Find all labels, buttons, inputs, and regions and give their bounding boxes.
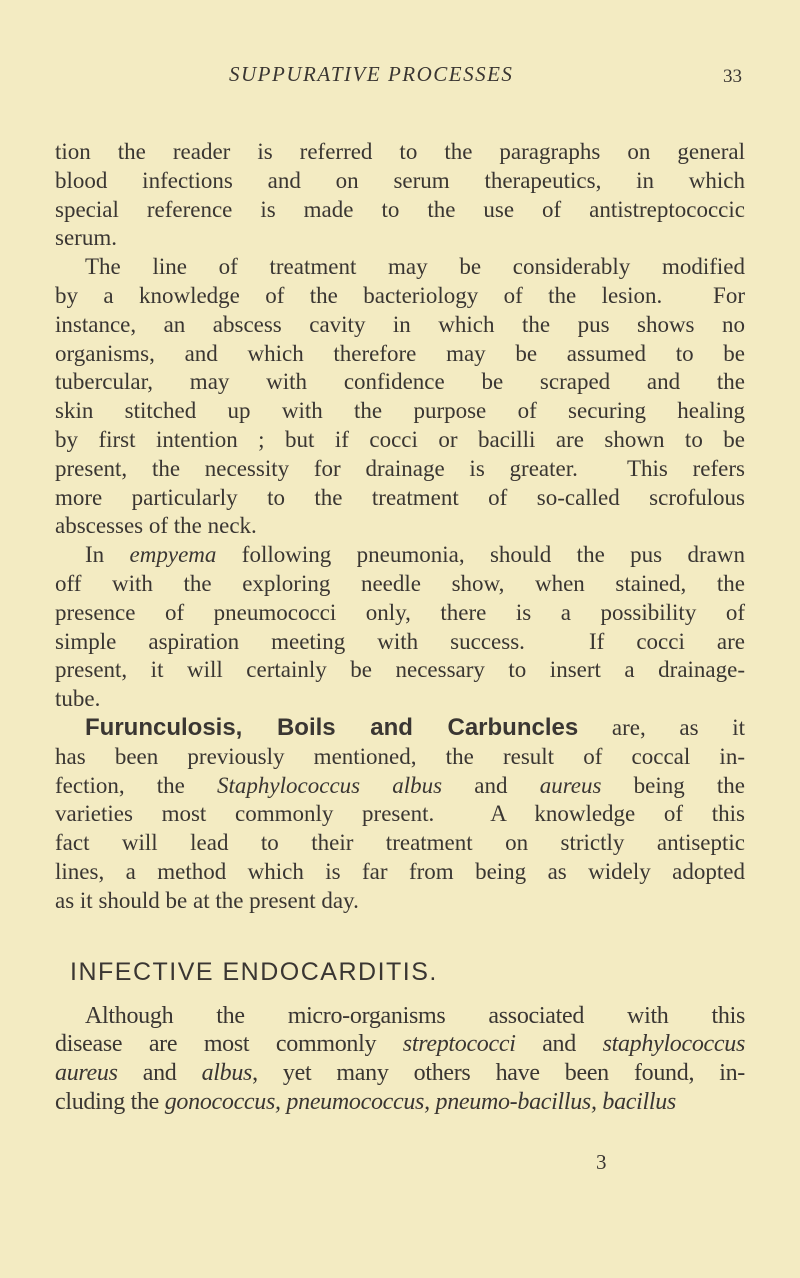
paragraph xyxy=(55,541,745,714)
text-run: varieties most commonly present. A knowledge of this xyxy=(55,801,745,827)
text-run: blood infections and on serum therapeutics, in which xyxy=(55,167,745,193)
text-run: tubercular, may with confidence be scraped and the xyxy=(55,369,745,395)
text-line xyxy=(55,253,745,282)
text-run: special reference is made to the use of antistreptococcic xyxy=(55,196,745,222)
italic-term: staphylococcus xyxy=(602,1031,746,1058)
text-line xyxy=(55,1088,745,1117)
final-paragraph xyxy=(55,1002,745,1117)
text-run: abscesses of the neck. xyxy=(55,513,257,539)
text-line xyxy=(55,599,745,628)
text-line xyxy=(55,368,745,397)
paragraph xyxy=(55,714,745,916)
text-run: and xyxy=(442,772,540,798)
paragraph xyxy=(55,1002,745,1117)
italic-term: empyema xyxy=(129,542,217,568)
text-line xyxy=(55,628,745,657)
text-line xyxy=(55,138,745,167)
italic-term: gonococcus, pneumococcus, pneumo-bacillus, bacillus xyxy=(164,1088,676,1115)
text-run: off with the exploring needle show, when stained, the xyxy=(55,570,745,596)
page-number: 33 xyxy=(723,66,742,87)
text-run: and xyxy=(117,1060,202,1087)
text-line xyxy=(55,224,745,253)
text-line xyxy=(55,167,745,196)
text-run: tion the reader is referred to the paragraphs on general xyxy=(55,139,745,164)
text-run: lines, a method which is far from being as widely adopted xyxy=(55,858,745,884)
text-line xyxy=(55,1030,745,1059)
text-line xyxy=(55,311,745,340)
text-run: , yet many others have been found, in- xyxy=(252,1060,745,1087)
page-body xyxy=(55,138,745,1117)
text-run: by first intention ; but if cocci or bacilli are shown to be xyxy=(55,426,745,452)
text-line xyxy=(55,829,745,858)
paragraphs xyxy=(55,138,745,916)
text-line xyxy=(55,685,745,714)
text-line xyxy=(55,1059,745,1088)
italic-term: aureus xyxy=(539,772,602,798)
text-line xyxy=(55,397,745,426)
text-run: following pneumonia, should the pus drawn xyxy=(216,542,745,568)
italic-term: streptococci xyxy=(402,1031,516,1058)
text-line xyxy=(55,426,745,455)
text-run: by a knowledge of the bacteriology of the lesion. For xyxy=(55,282,745,308)
text-line xyxy=(55,196,745,225)
text-run: serum. xyxy=(55,225,117,251)
text-line xyxy=(55,570,745,599)
italic-term: albus xyxy=(201,1060,253,1087)
text-run: more particularly to the treatment of so-called scrofulous xyxy=(55,484,745,510)
text-run: and xyxy=(515,1031,603,1058)
section-title: INFECTIVE ENDOCARDITIS. xyxy=(70,957,438,986)
text-run: In xyxy=(85,542,130,568)
text-line xyxy=(55,656,745,685)
paragraph xyxy=(55,253,745,541)
text-run: fact will lead to their treatment on strictly antiseptic xyxy=(55,830,745,856)
text-run: organisms, and which therefore may be assumed to be xyxy=(55,340,745,366)
text-line xyxy=(55,743,745,772)
paragraph xyxy=(55,138,745,253)
text-line xyxy=(55,800,745,829)
text-run: simple aspiration meeting with success. If cocci are xyxy=(55,628,745,654)
text-run: presence of pneumococci only, there is a possibility of xyxy=(55,599,745,625)
text-run: disease are most commonly xyxy=(55,1031,403,1058)
text-run: instance, an abscess cavity in which the pus shows no xyxy=(55,311,745,337)
running-title: SUPPURATIVE PROCESSES xyxy=(229,62,514,86)
text-run: as it should be at the present day. xyxy=(55,887,359,913)
text-run: has been previously mentioned, the result of coccal in- xyxy=(55,743,745,769)
italic-term: aureus xyxy=(55,1060,118,1087)
text-run: skin stitched up with the purpose of securing healing xyxy=(55,398,745,424)
text-run: cluding the xyxy=(55,1088,165,1115)
text-line xyxy=(55,512,745,541)
running-header xyxy=(0,62,800,92)
text-run: The line of treatment may be considerably modified xyxy=(85,254,745,280)
text-line xyxy=(55,887,745,916)
text-line xyxy=(55,340,745,369)
text-line xyxy=(55,858,745,887)
text-line xyxy=(55,714,745,743)
text-run: present, the necessity for drainage is greater. This refers xyxy=(55,455,745,481)
text-line xyxy=(55,541,745,570)
italic-term: Staphylococcus albus xyxy=(217,772,443,798)
text-run: being the xyxy=(601,772,745,798)
text-line xyxy=(55,1002,745,1031)
text-run: tube. xyxy=(55,686,101,712)
text-line xyxy=(55,455,745,484)
text-line xyxy=(55,282,745,311)
signature-mark: 3 xyxy=(596,1150,607,1174)
text-run: present, it will certainly be necessary to insert a drainage- xyxy=(55,657,745,683)
text-line xyxy=(55,772,745,801)
text-run: Although the micro-organisms associated with this xyxy=(85,1002,745,1029)
run-in-heading: Furunculosis, Boils and Carbuncles xyxy=(85,713,579,741)
text-run: are, as it xyxy=(578,714,746,740)
text-line xyxy=(55,484,745,513)
text-run: fection, the xyxy=(55,772,218,798)
